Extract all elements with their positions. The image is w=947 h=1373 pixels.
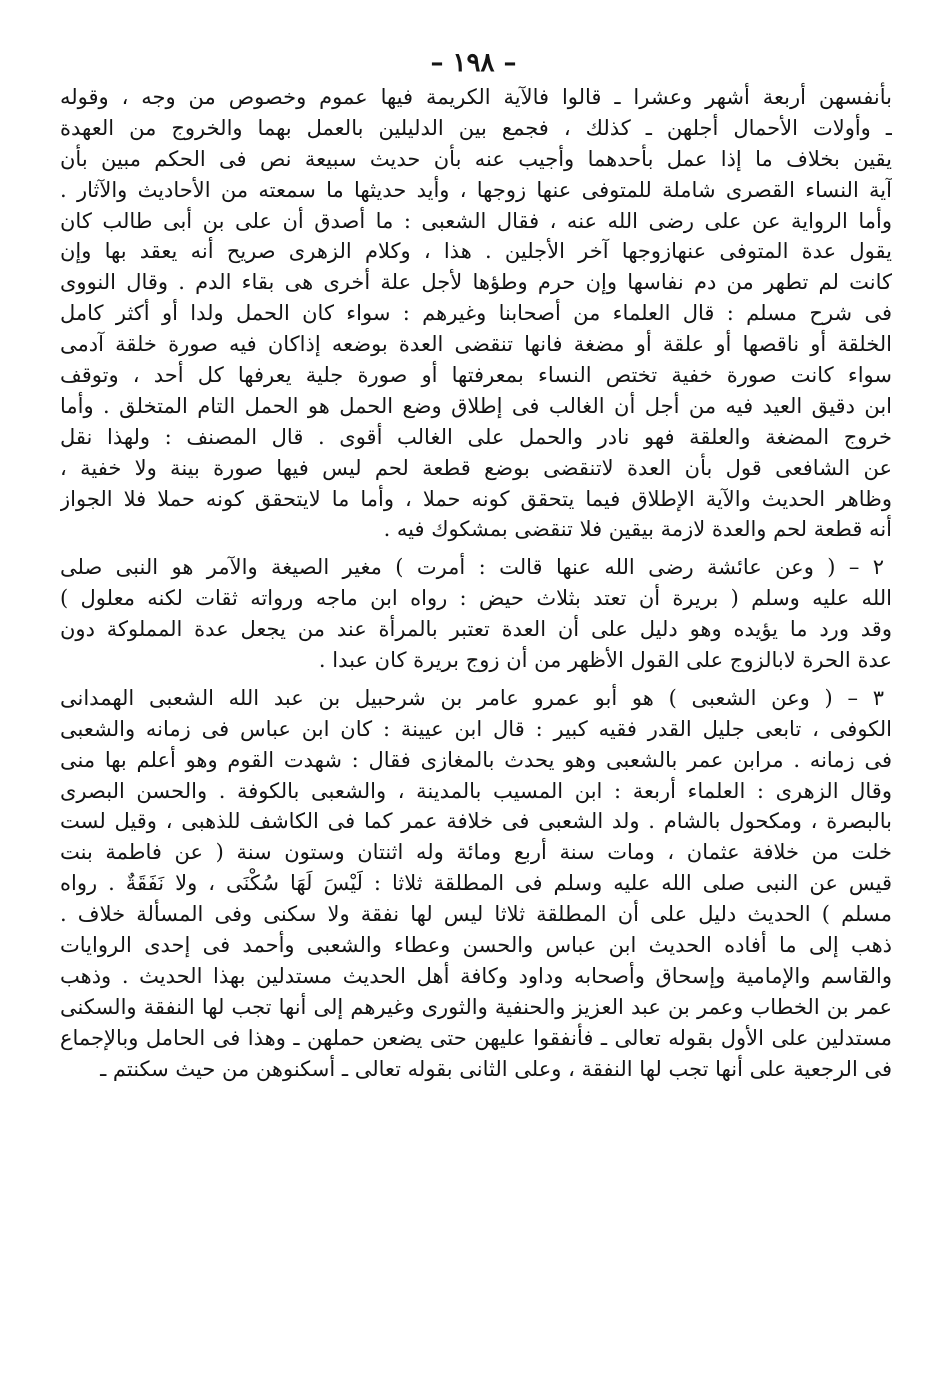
- text-line: مستدلين على الأول بقوله تعالى ـ فأنفقوا عليهن حتى يضعن حملهن ـ وهذا فى الحامل وبالإجماع: [60, 1025, 892, 1050]
- text-line: قيس عن النبى صلى الله عليه وسلم فى المطلقة ثلاثا : لَيْسَ لَهَا سُكْنَى ، ولا نَفَقَةٌ . رواه: [60, 871, 892, 896]
- paragraph-gap: [60, 545, 892, 552]
- text-line: ذهب إلى ما أفاده الحديث ابن عباس والحسن وعطاء والشعبى وأحمد فى إحدى الروايات: [60, 933, 892, 958]
- text-line: عمر بن الخطاب وعمر بن عبد العزيز والحنفية والثورى وغيرهم إلى أنها تجب لها النفقة والسكنى: [60, 994, 892, 1019]
- text-line: وقد ورد ما يؤيده وهو دليل على أن العدة تعتبر بالمرأة عند من يجعل عدة المملوكة دون: [60, 617, 892, 642]
- text-line: آية النساء القصرى شاملة للمتوفى عنها زوجها ، وأيد حديثها ما سمعته من الأحاديث والآثار .: [60, 177, 892, 202]
- text-line: ٣ – ( وعن الشعبى ) هو أبو عمرو عامر بن شرحبيل بن عبد الله الشعبى الهمدانى: [60, 685, 884, 710]
- text-line: فى شرح مسلم : قال العلماء من أصحابنا وغيرهم : سواء كان الحمل ولدا أو أكثر كامل: [60, 301, 892, 326]
- text-line: عن الشافعى قول بأن العدة لاتنقضى بوضع قطعة لحم ليس فيها صورة بينة ولا خفية ،: [60, 455, 892, 480]
- page-body: [60, 82, 892, 1085]
- text-line: بأنفسهن أربعة أشهر وعشرا ـ قالوا فالآية الكريمة فيها عموم وخصوص من وجه ، وقوله: [60, 85, 892, 109]
- text-line: فى زمانه . مرابن عمر بالشعبى وهو يحدث بالمغازى فقال : شهدت القوم وهو أعلم بها منى: [60, 747, 892, 772]
- text-line: يقين بخلاف ما إذا عمل بأحدهما وأجيب عنه بأن حديث سبيعة نص فى الحكم مبين بأن: [60, 146, 892, 171]
- page-number: – ۱۹۸ –: [430, 48, 517, 78]
- text-line: وقال الزهرى : العلماء أربعة : ابن المسيب بالمدينة ، والشعبى بالكوفة . والحسن البصرى: [60, 778, 892, 803]
- paragraph-1: [60, 82, 892, 545]
- text-line: مسلم ) الحديث دليل على أن المطلقة ثلاثا ليس لها نفقة ولا سكنى وفى المسألة خلاف .: [60, 902, 892, 927]
- text-line: وأما الرواية عن على رضى الله عنه ، فقال الشعبى : ما أصدق أن على بن أبى طالب كان: [60, 208, 892, 233]
- text-line: فى الرجعية على أنها تجب لها النفقة ، وعلى الثانى بقوله تعالى ـ أسكنوهن من حيث سكنتم ـ: [100, 1056, 892, 1081]
- text-line: ـ وأولات الأحمال أجلهن ـ كذلك ، فجمع بين الدليلين بالعمل بهما والخروج من العهدة: [60, 115, 892, 140]
- text-line: أنه قطعة لحم والعدة لازمة بيقين فلا تنقضى بمشكوك فيه .: [383, 517, 892, 542]
- paragraph-3: [60, 683, 892, 1085]
- text-line: ابن دقيق العيد فيه من أجل أن الغالب فى إطلاق وضع الحمل هو الحمل التام المتخلق . وأما: [60, 393, 892, 418]
- text-line: سواء كانت صورة خفية تختص النساء بمعرفتها أو صورة جلية يعرفها كل أحد ، وتوقف: [60, 363, 892, 388]
- text-line: كانت لم تطهر من دم نفاسها وإن حرم وطؤها لأجل علة أخرى هى بقاء الدم . وقال النووى: [60, 270, 892, 295]
- text-line: والقاسم والإمامية وإسحاق وأصحابه وداود وكافة أهل الحديث مستدلين بهذا الحديث . وذهب: [60, 963, 892, 988]
- text-line: الله عليه وسلم ( بريرة أن تعتد بثلاث حيض : رواه ابن ماجه ورواته ثقات لكنه معلول ): [60, 586, 892, 611]
- text-line: الخلقة أو ناقصها أو علقة أو مضغة فانها تنقضى العدة بوضعه إذاكان فيه صورة خلقة آدمى: [60, 332, 892, 357]
- paragraph-2: [60, 552, 892, 676]
- paragraph-gap: [60, 676, 892, 683]
- text-line: بالبصرة ، ومكحول بالشام . ولد الشعبى فى خلافة عمر كما فى الكاشف للذهبى ، وقيل لست: [60, 809, 892, 834]
- text-line: وظاهر الحديث والآية الإطلاق فيما يتحقق كونه حملا ، وأما ما لايتحقق كونه حملا فلا الجواز: [60, 486, 892, 511]
- text-line: عدة الحرة لابالزوج على القول الأظهر من أن زوج بريرة كان عبدا .: [318, 648, 892, 673]
- text-line: خلت من خلافة عثمان ، ومات سنة أربع ومائة وله اثنتان وستون سنة ( عن فاطمة بنت: [60, 840, 892, 865]
- text-line: يقول عدة المتوفى عنهازوجها آخر الأجلين . هذا ، وكلام الزهرى صريح أنه يعقد بها وإن: [60, 239, 892, 264]
- text-line: ٢ – ( وعن عائشة رضى الله عنها قالت : أمرت ) مغير الصيغة والآمر هو النبى صلى: [60, 555, 884, 580]
- text-line: خروج المضغة والعلقة فهو نادر والحمل على الغالب أقوى . قال المصنف : ولهذا نقل: [60, 424, 892, 449]
- text-line: الكوفى ، تابعى جليل القدر فقيه كبير : قال ابن عيينة : كان ابن عباس فى زمانه والشعبى: [60, 716, 892, 741]
